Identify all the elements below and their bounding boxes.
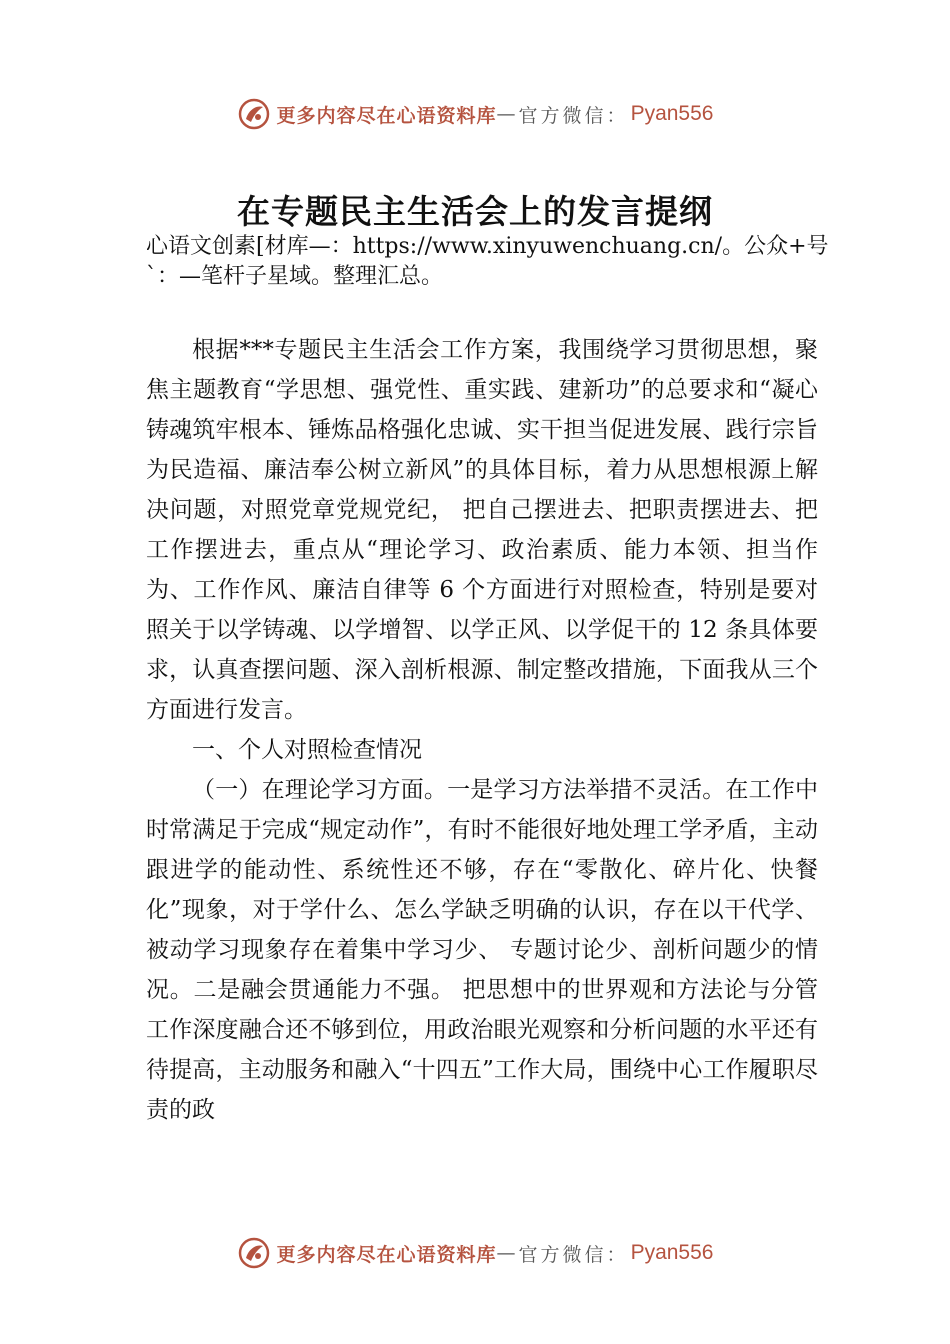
top-banner bbox=[0, 94, 950, 134]
document-body bbox=[146, 330, 818, 1130]
banner-wechat-id: Pyan556 bbox=[630, 102, 714, 125]
paragraph-theory-study: （一）在理论学习方面。一是学习方法举措不灵活。在工作中时常满足于完成“规定动作”，有时不能很好地处理工学矛盾，主动跟进学的能动性、系统性还不够，存在“零散化、碎片化、快餐化”现象，对于学什么、怎么学缺乏明确的认识，存在以干代学、被动学习现象存在着集中学习少、 专题讨论少、剖析问题少的情况。二是融会贯通能力不强。 把思想中的世界观和方法论与分管工作深度融合还不够到位，用政治眼光观察和分析问题的水平还有待提高，主动服务和融入“十四五”工作大局，围绕中心工作履职尽责的政 bbox=[146, 777, 818, 1123]
xinyu-logo-icon bbox=[237, 97, 271, 131]
banner-wechat-label: 官方微信： bbox=[518, 1243, 629, 1266]
banner-separator: — bbox=[496, 103, 519, 125]
banner-wechat-id: Pyan556 bbox=[630, 1241, 714, 1264]
banner-brand: 更多内容尽在心语资料库 bbox=[276, 1243, 497, 1266]
banner-wechat-label: 官方微信： bbox=[518, 104, 629, 127]
paragraph-intro: 根据***专题民主生活会工作方案，我围绕学习贯彻思想，聚焦主题教育“学思想、强党性、重实践、建新功”的总要求和“凝心铸魂筑牢根本、锤炼品格强化忠诚、实干担当促进发展、践行宗旨为民造福、廉洁奉公树立新风”的具体目标，着力从思想根源上解决问题，对照党章党规党纪， 把自己摆进去、把职责摆进去、把工作摆进去，重点从“理论学习、政治素质、能力本领、担当作为、工作作风、廉洁自律等 6 个方面进行对照检查，特别是要对照关于以学铸魂、以学增智、以学正风、以学促干的 12 条具体要求，认真查摆问题、深入剖析根源、制定整改措施，下面我从三个方面进行发言。 bbox=[146, 337, 818, 723]
banner-separator: — bbox=[496, 1242, 519, 1264]
document-title: 在专题民主生活会上的发言提纲 bbox=[237, 192, 713, 231]
source-line: 心语文创素[材库—：https://www.xinyuwenchuang.cn/。公众+号`：—笔杆子星域。整理汇总。 bbox=[146, 234, 829, 289]
xinyu-logo-icon bbox=[237, 1236, 271, 1270]
section-heading: 一、个人对照检查情况 bbox=[192, 737, 422, 763]
banner-brand: 更多内容尽在心语资料库 bbox=[276, 104, 497, 127]
bottom-banner bbox=[0, 1233, 950, 1273]
